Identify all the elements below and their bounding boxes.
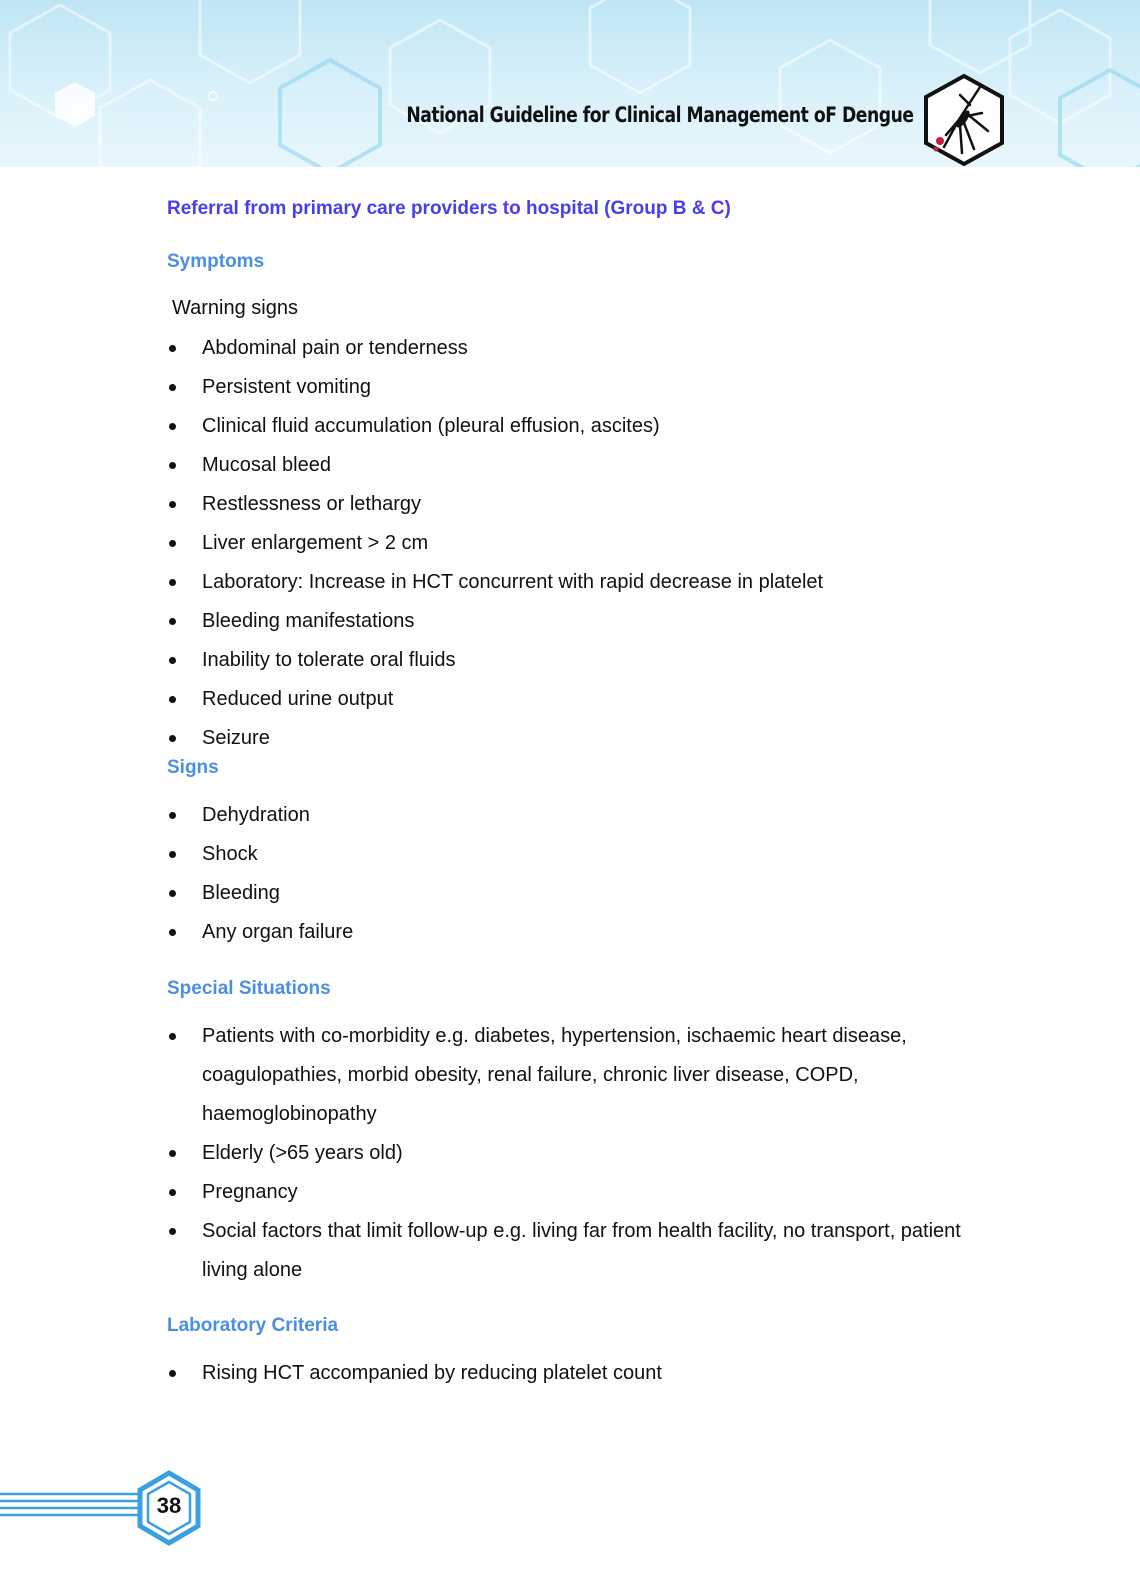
bullet-icon [169,735,176,742]
bullet-icon [169,812,176,819]
bullet-icon [169,1033,176,1040]
list-item: Patients with co-morbidity e.g. diabetes, hypertension, ischaemic heart disease, coagulopathies, morbid obesity, renal failure, chronic liver disease, COPD, haemoglobinopathy [167,1017,1007,1134]
bullet-icon [169,423,176,430]
list-item: Elderly (>65 years old) [167,1134,1007,1173]
page-number: 38 [156,1493,182,1518]
bullet-icon [169,540,176,547]
bullet-icon [169,1150,176,1157]
list-item: Reduced urine output [167,680,1007,719]
list-item: Persistent vomiting [167,368,1007,407]
list-item: Laboratory: Increase in HCT concurrent with rapid decrease in platelet [167,563,1007,602]
list-item: Bleeding manifestations [167,602,1007,641]
bullet-icon [169,1189,176,1196]
list-item: Bleeding [167,874,1007,913]
bullet-icon [169,1370,176,1377]
bullet-icon [169,696,176,703]
bullet-icon [169,384,176,391]
bullet-icon [169,345,176,352]
list-item: Mucosal bleed [167,446,1007,485]
bullet-icon [169,579,176,586]
main-heading: Referral from primary care providers to hospital (Group B & C) [167,198,731,219]
warning-signs-subheading: Warning signs [172,297,298,319]
list-item: Any organ failure [167,913,1007,952]
list-item: Shock [167,835,1007,874]
header-band [0,0,1140,167]
mosquito-icon [922,73,1006,167]
list-item: Liver enlargement > 2 cm [167,524,1007,563]
bullet-icon [169,929,176,936]
symptoms-heading: Symptoms [167,251,265,272]
list-item: Pregnancy [167,1173,1007,1212]
bullet-icon [169,657,176,664]
list-item: Seizure [167,719,1007,758]
bullet-icon [169,618,176,625]
special-situations-heading: Special Situations [167,978,331,999]
list-item: Restlessness or lethargy [167,485,1007,524]
footer-decorative-lines [0,1490,150,1520]
list-item: Inability to tolerate oral fluids [167,641,1007,680]
list-item: Dehydration [167,796,1007,835]
list-item: Social factors that limit follow-up e.g. living far from health facility, no transport, patient living alone [167,1212,1007,1290]
bullet-icon [169,851,176,858]
bullet-icon [169,1228,176,1235]
list-item: Abdominal pain or tenderness [167,329,1007,368]
signs-heading: Signs [167,757,219,778]
bullet-icon [169,890,176,897]
bullet-icon [169,501,176,508]
laboratory-criteria-heading: Laboratory Criteria [167,1315,339,1336]
list-item: Rising HCT accompanied by reducing platelet count [167,1354,1007,1393]
document-title: National Guideline for Clinical Management oF Dengue [406,103,914,127]
bullet-icon [169,462,176,469]
list-item: Clinical fluid accumulation (pleural effusion, ascites) [167,407,1007,446]
